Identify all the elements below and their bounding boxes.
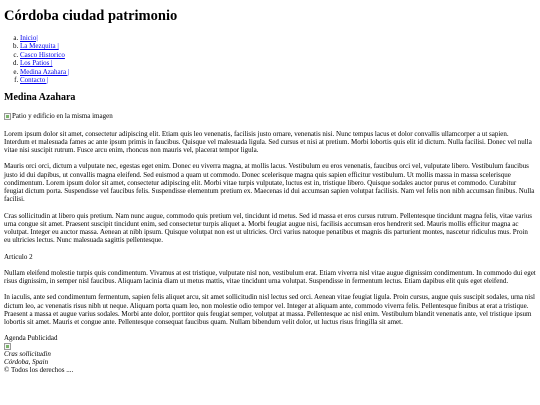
nav-link-los-patios[interactable]: Los Patios | xyxy=(20,59,53,68)
nav-item-contacto xyxy=(20,76,536,84)
nav-item-casco-historico xyxy=(20,51,536,59)
agenda-title: Agenda Publicidad xyxy=(4,334,58,343)
site-header xyxy=(4,9,536,84)
nav-link-inicio[interactable]: Inicio| xyxy=(20,33,38,42)
article-paragraph-2: Mauris orci orci, dictum a vulputate nec, egestas eget enim. Donec eu viverra magna, at mollis lacus. Vestibulum eu eros venenatis, faucibus orci vel, vulputate libero. Vestibulum faucibus justo id dui dapibus, ut convallis magna eleifend. Sed euismod a quam ut commodo. Donec scelerisque magna quis sapien efficitur vestibulum. Ut mollis massa in massa scelerisque condimentum. Lorem ipsum dolor sit amet, consectetur adipiscing elit. Morbi vitae turpis vulputate, luctus est in, tristique libero. Quisque sodales auctor purus et commodo. Curabitur feugiat dictum porta. Suspendisse vel faucibus felis. Suspendisse elementum pretium ex. Maecenas id dui accumsan sapien volutpat facilisis. Nam vel felis non nibh accumsan finibus. Nulla facilisi. xyxy=(4,162,535,204)
broken-image-icon xyxy=(4,113,11,120)
image-alt-text: Patio y edificio en la misma imagen xyxy=(12,112,113,121)
site-footer xyxy=(4,350,536,375)
nav-link-contacto[interactable]: Contacto | xyxy=(20,75,49,84)
nav-link-casco-historico[interactable]: Casco Historico xyxy=(20,50,65,59)
footer-address xyxy=(4,350,536,367)
article-image xyxy=(4,112,536,120)
broken-image-icon xyxy=(4,343,11,350)
article-paragraph-1: Lorem ipsum dolor sit amet, consectetur adipiscing elit. Etiam quis leo venenatis, facilisis justo ornare, venenatis nisi. Nunc tempus lacus et dolor convallis ullamcorper a ut sapien. Interdum et malesuada fames ac ante ipsum primis in faucibus. Quisque vel malesuada ligula. Sed cursus et nisi at pretium. Morbi lobortis quis elit id dictum. Nulla facilisi. Donec vel nulla vitae nisi suscipit rutrum. Fusce arcu enim, rhoncus non mauris vel, placerat tempor ligula. xyxy=(4,129,532,155)
article-2-title: Articulo 2 xyxy=(4,252,33,261)
nav-item-inicio xyxy=(20,34,536,42)
article-paragraph-3: Cras sollicitudin at libero quis pretium. Nam nunc augue, commodo quis pretium vel, tincidunt id metus. Sed id massa et eros cursus rutrum. Pellentesque tincidunt magna felis, vitae varius urna congue sit amet. Praesent suscipit tincidunt enim, sed consectetur turpis aliquet a. Morbi feugiat augue nisi, facilisis accumsan eros hendrerit sed. Mauris mollis efficitur magna ac volutpat. Integer eu auctor massa. Aenean at nibh ipsum. Quisque volutpat non est ut ultricies. Orci varius natoque penatibus et magnis dis parturient montes, nascetur ridiculus mus. Proin eu ultricies lectus. Nunc malesuada sagittis pellentesque. xyxy=(4,211,533,245)
nav-link-la-mezquita[interactable]: La Mezquita | xyxy=(20,42,59,51)
article-2-paragraph-2: In iaculis, ante sed condimentum fermentum, sapien felis aliquet arcu, sit amet sollicitudin nisl lectus sed orci. Aenean vitae feugiat ligula. Proin cursus, augue quis suscipit sodales, urna nisl dictum leo, ac venenatis risus nibh ut neque. Aliquam porta quam leo, non molestie odio tempor vel. Integer at aliquam ante, commodo viverra felis. Pellentesque finibus at erat a tristique. Praesent a massa et augue varius sodales. Morbi ante dolor, porttitor quis feugiat semper, volutpat at massa. Pellentesque ac nisl enim. Vestibulum blandit venenatis ante, vel tristique ipsum lobortis sit amet. Mauris et congue ante. Pellentesque consequat faucibus quam. Nullam bibendum velit dolor, ut luctus risus fringilla sit amet. xyxy=(4,293,535,327)
page-title: Córdoba ciudad patrimonio xyxy=(4,8,178,24)
article-2-paragraph-1: Nullam eleifend molestie turpis quis condimentum. Vivamus at est tristique, vulputate nisl non, vestibulum erat. Etiam viverra nisl vitae augue dignissim condimentum. In commodo dui eget risus dignissim, in semper nisl faucibus. Aliquam lacinia diam ut metus mattis, vitae tincidunt urna volutpat. Suspendisse in fermentum lectus. Etiam dapibus elit quis eget eleifend. xyxy=(4,268,536,286)
address-line-2: Córdoba, Spain xyxy=(4,358,49,367)
sidebar-agenda xyxy=(4,334,536,349)
article-heading: Medina Azahara xyxy=(4,92,76,104)
article-medina-azahara xyxy=(4,92,536,244)
main-content xyxy=(4,92,536,326)
nav-list xyxy=(4,34,536,84)
article-2 xyxy=(4,253,536,327)
address-line-1: Cras sollicitudin xyxy=(4,349,51,358)
main-nav xyxy=(4,34,536,84)
nav-item-medina-azahara xyxy=(20,68,536,76)
nav-link-medina-azahara[interactable]: Medina Azahara | xyxy=(20,67,70,76)
copyright-text: © Todos los derechos .... xyxy=(4,366,74,375)
nav-item-los-patios xyxy=(20,59,536,67)
nav-item-la-mezquita xyxy=(20,42,536,50)
